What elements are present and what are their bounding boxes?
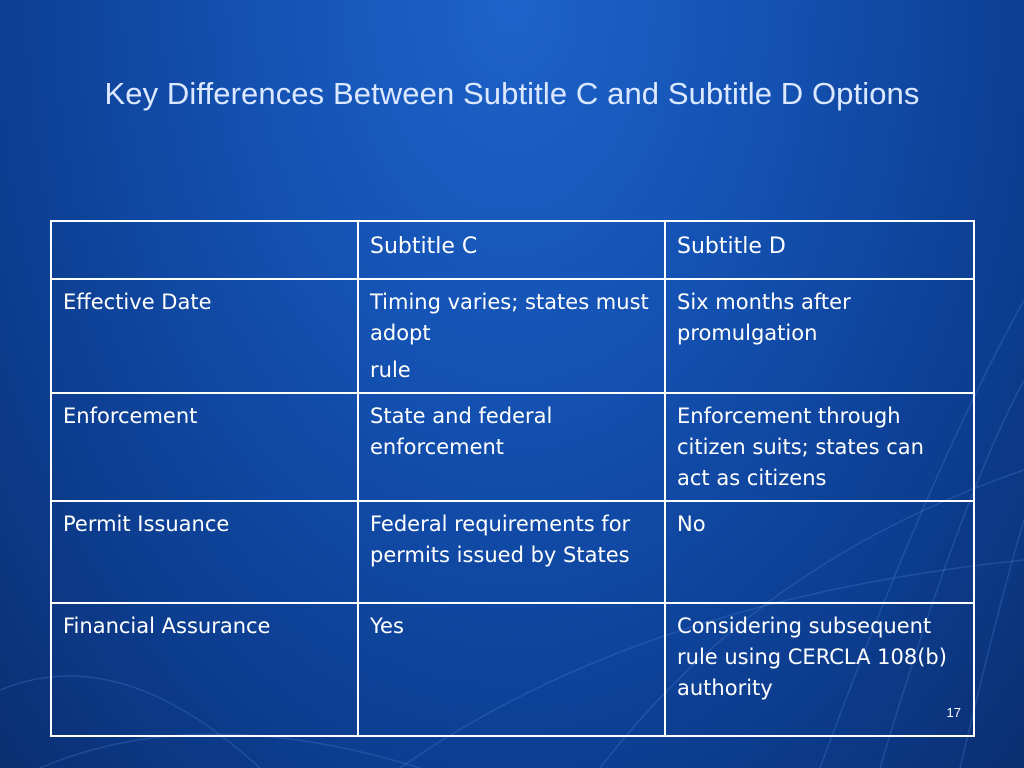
slide-title: Key Differences Between Subtitle C and Subtitle D Options bbox=[104, 76, 920, 111]
subtitle-c-cell bbox=[358, 603, 665, 736]
subtitle-c-cell bbox=[358, 279, 665, 393]
subtitle-c-cell bbox=[358, 501, 665, 603]
subtitle-d-cell bbox=[665, 501, 974, 603]
cell-text: State and federal enforcement bbox=[370, 404, 553, 459]
table-row bbox=[51, 393, 974, 501]
row-label: Financial Assurance bbox=[51, 603, 358, 736]
header-cell-subtitle-d: Subtitle D bbox=[665, 221, 974, 279]
table-row bbox=[51, 603, 974, 736]
header-cell-subtitle-c: Subtitle C bbox=[358, 221, 665, 279]
table-row bbox=[51, 501, 974, 603]
cell-text: Considering subsequent rule using CERCLA 108(b) authority bbox=[677, 614, 947, 700]
comparison-table bbox=[50, 220, 975, 737]
row-label: Effective Date bbox=[51, 279, 358, 393]
table-row bbox=[51, 279, 974, 393]
page-number: 17 bbox=[946, 705, 961, 720]
cell-text: Yes bbox=[370, 614, 404, 638]
cell-text: Timing varies; states must adopt bbox=[370, 290, 649, 345]
subtitle-d-cell bbox=[665, 603, 974, 736]
cell-text: Enforcement through citizen suits; states can act as citizens bbox=[677, 404, 924, 490]
subtitle-c-cell bbox=[358, 393, 665, 501]
header-cell-empty bbox=[51, 221, 358, 279]
cell-text: No bbox=[677, 512, 706, 536]
subtitle-d-cell bbox=[665, 279, 974, 393]
row-label: Enforcement bbox=[51, 393, 358, 501]
cell-text: Federal requirements for permits issued by States bbox=[370, 512, 631, 567]
row-label: Permit Issuance bbox=[51, 501, 358, 603]
subtitle-d-cell bbox=[665, 393, 974, 501]
table-header-row bbox=[51, 221, 974, 279]
cell-text: Six months after promulgation bbox=[677, 290, 851, 345]
cell-text: rule bbox=[370, 358, 411, 382]
